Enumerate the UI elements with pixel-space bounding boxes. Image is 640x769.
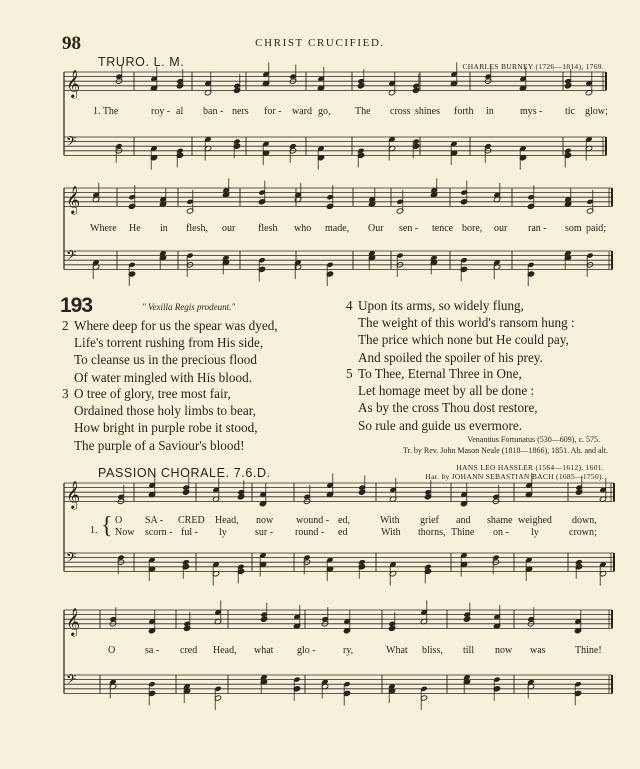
lyric-syllable: bliss, xyxy=(422,645,443,656)
lyric-syllable: bore, xyxy=(462,223,483,234)
lyric-syllable: ly xyxy=(219,527,227,538)
lyric-syllable: shines xyxy=(415,106,440,117)
lyric-syllable: tence xyxy=(432,223,454,234)
lyric-syllable: tic xyxy=(565,106,575,117)
tune-name-truro: TRURO. L. M. xyxy=(98,55,185,69)
lyric-syllable: CRED xyxy=(178,515,205,526)
lyric-syllable: O xyxy=(115,515,123,526)
lyric-syllable: ners xyxy=(232,106,249,117)
lyric-syllable: What xyxy=(386,645,408,656)
stanza-line: Ordained those holy limbs to bear, xyxy=(74,403,256,419)
lyric-syllable: Thine xyxy=(451,527,475,538)
page-title: CHRIST CRUCIFIED. xyxy=(255,37,385,49)
lyric-syllable: glo - xyxy=(297,645,316,656)
lyric-syllable: in xyxy=(160,223,168,234)
stanza-line: O tree of glory, tree most fair, xyxy=(74,386,231,401)
lyric-syllable: He xyxy=(129,223,141,234)
lyric-syllable: crown; xyxy=(569,527,597,538)
lyric-syllable: glow; xyxy=(585,106,608,117)
bass-clef-icon: 𝄢 xyxy=(66,133,77,153)
lyric-syllable: was xyxy=(530,645,546,656)
hymn-number: 193 xyxy=(60,294,93,317)
translator-credit: Tr. by Rev. John Mason Neale (1818—1866), 1851. Ab. and alt. xyxy=(403,446,608,455)
composer-credit-burney: CHARLES BURNEY (1726—1814), 1769. xyxy=(462,62,604,71)
arranger-credit-bach: Har. by JOHANN SEBASTIAN BACH (1685—1750). xyxy=(425,472,604,481)
lyric-syllable: shame xyxy=(487,515,513,526)
lyric-syllable: ran - xyxy=(528,223,547,234)
lyric-syllable: cred xyxy=(180,645,198,656)
lyric-syllable: al xyxy=(176,106,184,117)
stanza-4 xyxy=(346,297,575,366)
lyric-syllable: on - xyxy=(493,527,509,538)
lyric-syllable: sa - xyxy=(145,645,160,656)
lyric-syllable: mys - xyxy=(520,106,543,117)
bass-clef-icon: 𝄢 xyxy=(66,549,77,569)
lyric-syllable: in xyxy=(486,106,494,117)
lyric-syllable: go, xyxy=(318,106,331,117)
treble-clef-icon: 𝄞 xyxy=(66,480,81,509)
stanza-line: As by the cross Thou dost restore, xyxy=(358,400,538,416)
lyric-syllable: sen - xyxy=(399,223,419,234)
lyric-syllable: Head, xyxy=(215,515,239,526)
lyric-syllable: sur - xyxy=(255,527,274,538)
lyric-syllable: flesh, xyxy=(186,223,208,234)
stanza-line: To cleanse us in the precious flood xyxy=(74,352,257,368)
lyric-syllable: ed xyxy=(338,527,348,538)
bass-clef-icon: 𝄢 xyxy=(66,671,77,691)
lyric-syllable: forth xyxy=(454,106,474,117)
lyric-syllable: down, xyxy=(572,515,597,526)
lyric-syllable: Our xyxy=(368,223,384,234)
stanza-line: Life's torrent rushing from His side, xyxy=(74,335,264,351)
lyric-syllable: The xyxy=(355,106,371,117)
lyric-syllable: weighed xyxy=(518,515,552,526)
stanza-line: The weight of this world's ransom hung : xyxy=(358,315,575,331)
lyric-syllable: who xyxy=(294,223,312,234)
lyric-syllable: Where xyxy=(90,223,117,234)
lyric-syllable: what xyxy=(254,645,274,656)
lyric-syllable: for - xyxy=(264,106,282,117)
stanza-line: How bright in purple robe it stood, xyxy=(74,420,258,436)
stanza-line: The price which none but He could pay, xyxy=(358,332,569,348)
lyric-syllable: flesh xyxy=(258,223,278,234)
lyric-syllable: Thine! xyxy=(575,645,602,656)
lyric-syllable: ward xyxy=(292,106,312,117)
lyric-syllable: Now xyxy=(115,527,135,538)
stanza-line: Let homage meet by all be done : xyxy=(358,383,535,399)
lyric-syllable: wound - xyxy=(296,515,330,526)
bass-clef-icon: 𝄢 xyxy=(66,247,77,267)
lyric-syllable: Head, xyxy=(213,645,237,656)
lyric-syllable: som xyxy=(565,223,582,234)
lyric-syllable: made, xyxy=(325,223,350,234)
lyric-syllable: round - xyxy=(295,527,325,538)
lyric-syllable: thorns, xyxy=(418,527,446,538)
treble-clef-icon: 𝄞 xyxy=(66,185,81,214)
stanza-line: Where deep for us the spear was dyed, xyxy=(74,318,278,333)
lyric-syllable: ed, xyxy=(338,515,350,526)
lyric-syllable: till xyxy=(463,645,475,656)
stanza-line: And spoiled the spoiler of his prey. xyxy=(358,349,543,365)
lyric-syllable: roy - xyxy=(151,106,171,117)
treble-clef-icon: 𝄞 xyxy=(66,69,81,98)
lyric-syllable: ly xyxy=(531,527,539,538)
stanza-5 xyxy=(346,365,538,434)
composer-credit-hassler: HANS LEO HASSLER (1564—1612), 1601. xyxy=(456,463,604,472)
lyric-syllable: scorn - xyxy=(145,527,173,538)
lyric-syllable: 1. The xyxy=(93,106,119,117)
verse-number: 1. xyxy=(90,525,98,536)
lyric-syllable: our xyxy=(222,223,236,234)
page-number: 98 xyxy=(62,33,81,54)
stanza-2 xyxy=(62,317,278,386)
lyric-syllable: ry, xyxy=(343,645,354,656)
lyric-syllable: SA - xyxy=(145,515,164,526)
lyric-syllable: now xyxy=(256,515,274,526)
stanza-3 xyxy=(62,385,258,454)
lyric-syllable: our xyxy=(494,223,508,234)
lyric-syllable: With xyxy=(381,527,401,538)
stanza-number: 4 xyxy=(346,298,353,313)
lyric-syllable: paid; xyxy=(586,223,606,234)
tune-name-passion-chorale: PASSION CHORALE. 7.6.D. xyxy=(98,466,271,480)
lyric-syllable: grief xyxy=(420,515,439,526)
treble-clef-icon: 𝄞 xyxy=(66,607,81,636)
lyric-syllable: O xyxy=(108,645,116,656)
stanza-number: 2 xyxy=(62,318,69,333)
lyric-syllable: ban - xyxy=(203,106,224,117)
stanza-number: 3 xyxy=(62,386,69,401)
latin-incipit: " Vexilla Regis prodeunt." xyxy=(142,302,236,312)
stanza-line: So rule and guide us evermore. xyxy=(358,417,523,433)
stanza-line: Upon its arms, so widely flung, xyxy=(358,298,524,313)
lyric-syllable: ful - xyxy=(181,527,198,538)
lyric-syllable: With xyxy=(380,515,400,526)
author-credit: Venantius Fortunatus (530—609), c. 575. xyxy=(467,435,600,444)
lyric-syllable: cross xyxy=(390,106,411,117)
verse-brace: { xyxy=(101,513,113,539)
stanza-number: 5 xyxy=(346,366,353,381)
stanza-line: The purple of a Saviour's blood! xyxy=(74,437,245,453)
stanza-line: To Thee, Eternal Three in One, xyxy=(358,366,522,381)
lyric-syllable: and xyxy=(456,515,471,526)
lyric-syllable: now xyxy=(495,645,513,656)
stanza-line: Of water mingled with His blood. xyxy=(74,369,253,385)
